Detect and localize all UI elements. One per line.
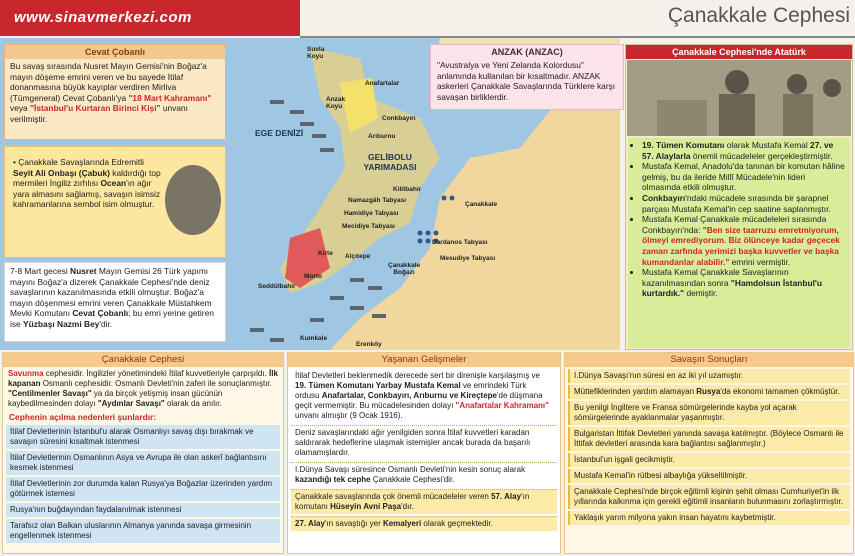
place-morto: Morto <box>304 273 323 280</box>
ataturk-item: • 19. Tümen Komutanı olarak Mustafa Kemal 27. ve 57. Alaylarla önemli mücadeleler gerçekleştirmiştir. <box>642 140 846 161</box>
reason-item: Rusya'nın buğdayından faydalanılmak istenmesi <box>6 503 280 517</box>
cephe-section <box>2 352 284 554</box>
result-item: Bu yenilgi İngiltere ve Fransa sömürgelerinde kayba yol açarak sömürgelerinde ayaklanmalar yaşanmıştır. <box>568 401 850 425</box>
seyit-photo <box>165 165 221 235</box>
ataturk-list <box>628 138 850 348</box>
ataturk-item: • Mustafa Kemal Çanakkale mücadeleleri sırasında Conkbayırı'nda: "Ben size taarruzu emretmiyorum, ölmeyi emrediyorum. Biz ölünceye kadar geçecek zaman zarfında yerimizi başka kuvvetler ve başka kumandanlar alabilir." emrini vermiştir. <box>642 214 846 267</box>
place-conkbayiri: Conkbayırı <box>382 115 416 122</box>
reason-item: Tarafsız olan Balkan uluslarının Almanya yanında savaşa girmesinin engellenmek istenmesi <box>6 519 280 543</box>
place-anafartalar: Anafartalar <box>365 80 400 87</box>
place-hamidiye: Hamidiye Tabyası <box>344 210 399 217</box>
development-item: 27. Alay'ın savaştığı yer Kemalyeri olarak geçmektedir. <box>291 516 557 531</box>
development-item: Deniz savaşlarındaki ağır yenilgiden sonra İtilaf kuvvetleri karadan saldırarak hedeflerine ulaşmak istemişler ancak burada da başarılı olamamışlardır. <box>291 425 557 460</box>
result-item: İstanbul'un işgali gecikmiştir. <box>568 453 850 467</box>
anzac-title: ANZAK (ANZAC) <box>491 47 563 57</box>
place-bogaz: Çanakkale Boğazı <box>388 262 421 276</box>
reason-item: İtilaf Devletlerinin zor durumda kalan Rusya'ya Boğazlar üzerinden yardım götürmek istemesi <box>6 477 280 501</box>
result-item: I.Dünya Savaşı'nın süresi en az iki yıl uzamıştır. <box>568 369 850 383</box>
place-suvla: Suvla Koyu <box>307 46 325 60</box>
ataturk-title: Çanakkale Cephesi'nde Atatürk <box>626 45 852 59</box>
place-mecidiye: Mecidiye Tabyası <box>342 223 395 230</box>
result-item: Yaklaşık yarım milyona yakın insan hayatını kaybetmiştir. <box>568 511 850 525</box>
ataturk-item: • Conkbayırı'ndaki mücadele sırasında bir şarapnel parçası Mustafa Kemal'in cep saatine saplanmıştır. <box>642 193 846 214</box>
result-item: Çanakkale Cephesi'nde birçok eğitimli kişinin şehit olması Cumhuriyet'in ilk yıllarında kalkınma için gerekli eğitimli insanların bulunmasını zorlaştırmıştır. <box>568 485 850 509</box>
development-item: İtilaf Devletleri beklenmedik derecede sert bir direnişle karşılaşmış ve 19. Tümen Komutanı Yarbay Mustafa Kemal ve emrindeki Türk ordusu Anafartalar, Conkbayırı, Arıburnu ve Kireçtepe'de düşmana geçit vermemiştir. Bu mücadelesinden dolayı "Anafartalar Kahramanı" unvanı almıştır (9 Ocak 1916). <box>295 371 549 420</box>
development-item: Çanakkale savaşlarında çok önemli mücadeleler veren 57. Alay'ın komutanı Hüseyin Avni Paşa'dır. <box>291 489 557 514</box>
cevat-text: Bu savaş sırasında Nusret Mayın Gemisi'nin Boğaz'a mayın döşeme emrini veren ve bu sayede İtilaf donanmasına büyük kayıplar verdiren Mirliva (Tümgeneral) Cevat Çobanlı'ya "18 Mart Kahramanı" veya "İstanbul'u Kurtaran Birinci Kişi" unvanı verilmiştir. <box>10 61 212 124</box>
place-dardanos: Dardanos Tabyası <box>432 239 488 246</box>
place-alcitepe: Alçıtepe <box>345 253 371 260</box>
results-title: Savaşın Sonuçları <box>565 353 853 367</box>
ataturk-item: • Mustafa Kemal Çanakkale Savaşlarının kazanılmasından sonra "Hamdolsun İstanbul'u kurtardık." demiştir. <box>642 267 846 299</box>
results-section <box>564 352 854 554</box>
anzac-text: "Avustralya ve Yeni Zelanda Kolordusu" anlamında kullanılan bir kısaltmadır. ANZAK askerleri Çanakkale Savaşlarında Türklere karşı savaşan birliklerdir. <box>437 60 616 102</box>
development-item: I.Dünya Savaşı süresince Osmanlı Devleti'nin kesin sonuç alarak kazandığı tek cephe Çanakkale Cephesi'dir. <box>291 462 557 487</box>
ataturk-item: • Mustafa Kemal, Anadolu'da tanınan bir komutan hâline gelmiş, bu da ileride Millî Mücadele'nin lideri olmasında etkili olmuştur. <box>642 161 846 193</box>
cevat-cobanli-box <box>4 44 226 140</box>
result-item: Müttefiklerinden yardım alamayan Rusya'da ekonomi tamamen çökmüştür. <box>568 385 850 399</box>
place-ariburnu: Arıburnu <box>368 133 396 140</box>
developments-title: Yaşanan Gelişmeler <box>288 353 560 367</box>
place-erenkoy: Erenköy <box>356 341 382 348</box>
ataturk-photo <box>627 60 851 136</box>
page-title: Çanakkale Cephesi <box>667 4 850 27</box>
place-anzak-koyu: Anzak Koyu <box>326 96 346 110</box>
reason-item: İtilaf Devletlerinin İstanbul'u alarak Osmanlıyı savaş dışı bırakmak ve savaşın süresini kısaltmak istenmesi <box>6 425 280 449</box>
cephe-summary: Savunma cephesidir. İngilizler yönetimindeki İtilaf kuvvetleriyle çarpışıldı. İlk kapanan Osmanlı cephesidir. Osmanlı Devleti'nin zaferi ile sonuçlanmıştır. "Centilmenler Savaşı" ya da birçok yetişmiş insan gücünün kaybedilmesinden dolayı "Aydınlar Savaşı" olarak da anılır. <box>8 369 278 408</box>
reasons-subtitle: Cephenin açılma nedenleri şunlardır: <box>9 412 157 422</box>
result-item: Mustafa Kemal'in rütbesi albaylığa yükseltilmiştir. <box>568 469 850 483</box>
sea-label-ege: EGE DENİZİ <box>255 128 304 138</box>
place-mesudiye: Mesudiye Tabyası <box>440 255 496 262</box>
place-kirte: Kirte <box>318 250 333 257</box>
nusret-box <box>4 262 226 342</box>
result-item: Bulgaristan İttifak Devletleri yanında savaşa katılmıştır. (Böylece Osmanlı ile İttifak devletleri arasında kara bağlantısı sağlanmıştır.) <box>568 427 850 451</box>
seyit-text: • Çanakkale Savaşlarında Edremitli Seyit Ali Onbaşı (Çabuk) kaldırdığı top mermileri İngiliz zırhlısı Ocean'ın ağır yara almasını sağlamış, savaşın isimsiz kahramanlarına sembol isim olmuştur. <box>13 157 161 210</box>
reason-item: İtilaf Devletlerinin Osmanlının Asya ve Avrupa ile olan askerî bağlantısını kesmek istenmesi <box>6 451 280 475</box>
cevat-title: Cevat Çobanlı <box>5 45 225 59</box>
place-canakkale: Çanakkale <box>465 201 498 208</box>
place-seddulbahir: Seddülbahir <box>258 283 296 290</box>
place-namazgah: Namazgâh Tabyası <box>348 197 407 204</box>
seyit-onbasi-box <box>4 146 226 258</box>
site-banner: www.sinavmerkezi.com <box>0 0 300 36</box>
place-kumkale: Kumkale <box>300 335 328 342</box>
developments-section <box>287 352 561 554</box>
sea-label-gelibolu: GELİBOLU YARIMADASI <box>363 152 417 172</box>
cephe-section-title: Çanakkale Cephesi <box>3 353 283 367</box>
nusret-text: 7-8 Mart gecesi Nusret Mayın Gemisi 26 Türk yapımı mayını Boğaz'a dizerek Çanakkale Cephesi'nde deniz savaşlarının kazanılmasında etkili olmuştur. Boğaz'a mayın döşenmesi emrini veren Çanakkale Müstahkem Mevki Komutanı Cevat Çobanlı; bu emri yerine getiren ise Yüzbaşı Nazmi Bey'dir. <box>10 266 214 329</box>
place-kilitbahir: Kilitbahir <box>393 186 422 193</box>
anzac-box <box>430 44 624 110</box>
